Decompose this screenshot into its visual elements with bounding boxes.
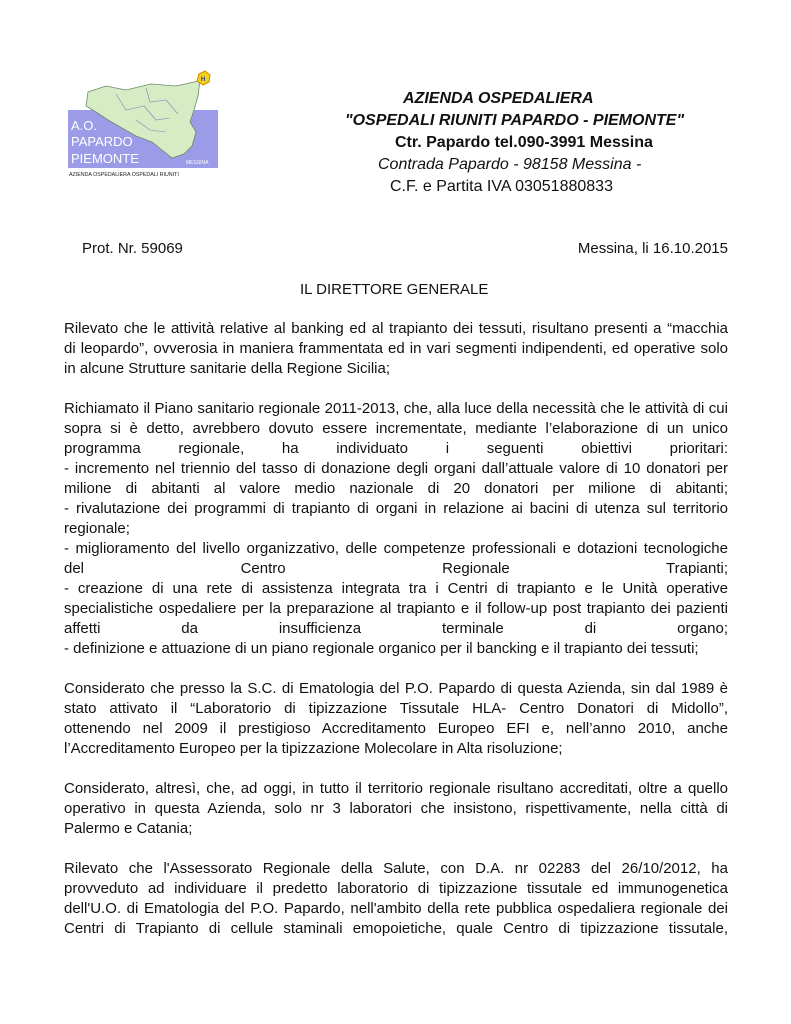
text-line: - miglioramento del livello organizzativo, delle competenze professionali e dotazioni tecnologiche [64, 540, 728, 557]
text-line: in alcune Strutture sanitarie della Regione Sicilia; [64, 360, 391, 377]
text-line: Rilevato che l'Assessorato Regionale della Salute, con D.A. nr 02283 del 26/10/2012, ha [64, 860, 728, 877]
text-line: specialistiche ospedaliere per la preparazione al trapianto e il follow-up post trapianto dei pazienti [64, 600, 728, 617]
text-line: Rilevato che le attività relative al banking ed al trapianto dei tessuti, risultano presenti a “macchia [64, 320, 728, 337]
text-line: - rivalutazione dei programmi di trapianto di organi in relazione ai bacini di utenza sul territorio [64, 500, 728, 517]
text-line: Considerato, altresì, che, ad oggi, in tutto il territorio regionale risultano accreditati, oltre a quello [64, 780, 728, 797]
hospital-logo [66, 70, 222, 180]
text-line: - incremento nel triennio del tasso di donazione degli organi dall’attuale valore di 10 donatori per [64, 460, 728, 477]
text-line: di leopardo”, ovverosia in maniera frammentata ed in vari segmenti indipendenti, ed operative solo [64, 340, 728, 357]
svg-text:MESSINA: MESSINA [186, 160, 209, 166]
svg-text:PIEMONTE: PIEMONTE [71, 151, 139, 166]
header-line-4: Contrada Papardo - 98158 Messina - [378, 156, 642, 173]
text-line: Richiamato il Piano sanitario regionale 2011-2013, che, alla luce della necessità che le attività di cui [64, 400, 728, 417]
protocol-number: Prot. Nr. 59069 [82, 240, 183, 257]
paragraph-5 [64, 859, 728, 939]
paragraph-4 [64, 779, 728, 839]
text-line: ottenendo nel 2009 il prestigioso Accreditamento Europeo EFI e, nell’anno 2010, anche [64, 720, 728, 737]
header-line-5: C.F. e Partita IVA 03051880833 [390, 178, 613, 195]
text-line: sopra si è detto, avrebbero dovuto essere incrementate, mediante l’elaborazione di un unico [64, 420, 728, 437]
text-line: regionale; [64, 520, 130, 537]
document-date: Messina, li 16.10.2015 [577, 240, 728, 257]
text-line: dell'U.O. di Ematologia del P.O. Papardo, nell'ambito della rete pubblica ospedaliera regionale dei [64, 900, 728, 917]
paragraph-2 [64, 399, 728, 659]
text-line: programma regionale, ha individuato i seguenti obiettivi prioritari: [64, 440, 728, 457]
text-line: provveduto ad individuare il predetto laboratorio di tipizzazione tissutale ed immunogenetica [64, 880, 728, 897]
text-line: affetti da insufficienza terminale di organo; [64, 620, 728, 637]
paragraph-1 [64, 319, 728, 379]
text-line: stato attivato il “Laboratorio di tipizzazione Tissutale HLA- Centro Donatori di Midollo”, [64, 700, 728, 717]
text-line: l’Accreditamento Europeo per la tipizzazione Molecolare in Alta risoluzione; [64, 740, 563, 757]
text-line: Centri di Trapianto di cellule staminali emopoietiche, quale Centro di tipizzazione tissutale, [64, 920, 728, 937]
svg-text:AZIENDA OSPEDALIERA OSPEDALI R: AZIENDA OSPEDALIERA OSPEDALI RIUNITI [69, 172, 179, 178]
text-line: Palermo e Catania; [64, 820, 193, 837]
text-line: - creazione di una rete di assistenza integrata tra i Centri di trapianto e le Unità operative [64, 580, 728, 597]
header-line-1: AZIENDA OSPEDALIERA [403, 90, 594, 107]
svg-text:A.O.: A.O. [71, 118, 98, 133]
text-line: Considerato che presso la S.C. di Ematologia del P.O. Papardo di questa Azienda, sin dal 1989 è [64, 680, 728, 697]
text-line: - definizione e attuazione di un piano regionale organico per il bancking e il trapianto dei tessuti; [64, 640, 699, 657]
text-line: del Centro Regionale Trapianti; [64, 560, 728, 577]
text-line: operativo in questa Azienda, solo nr 3 laboratori che insistono, rispettivamente, nella città di [64, 800, 728, 817]
svg-text:H: H [200, 77, 206, 83]
paragraph-3 [64, 679, 728, 759]
document-title: IL DIRETTORE GENERALE [300, 281, 489, 298]
header-line-2: "OSPEDALI RIUNITI PAPARDO - PIEMONTE" [345, 112, 685, 129]
svg-text:PAPARDO: PAPARDO [71, 134, 133, 149]
header-line-3: Ctr. Papardo tel.090-3991 Messina [395, 134, 653, 151]
text-line: milione di abitanti al valore medio nazionale di 20 donatori per milione di abitanti; [64, 480, 728, 497]
